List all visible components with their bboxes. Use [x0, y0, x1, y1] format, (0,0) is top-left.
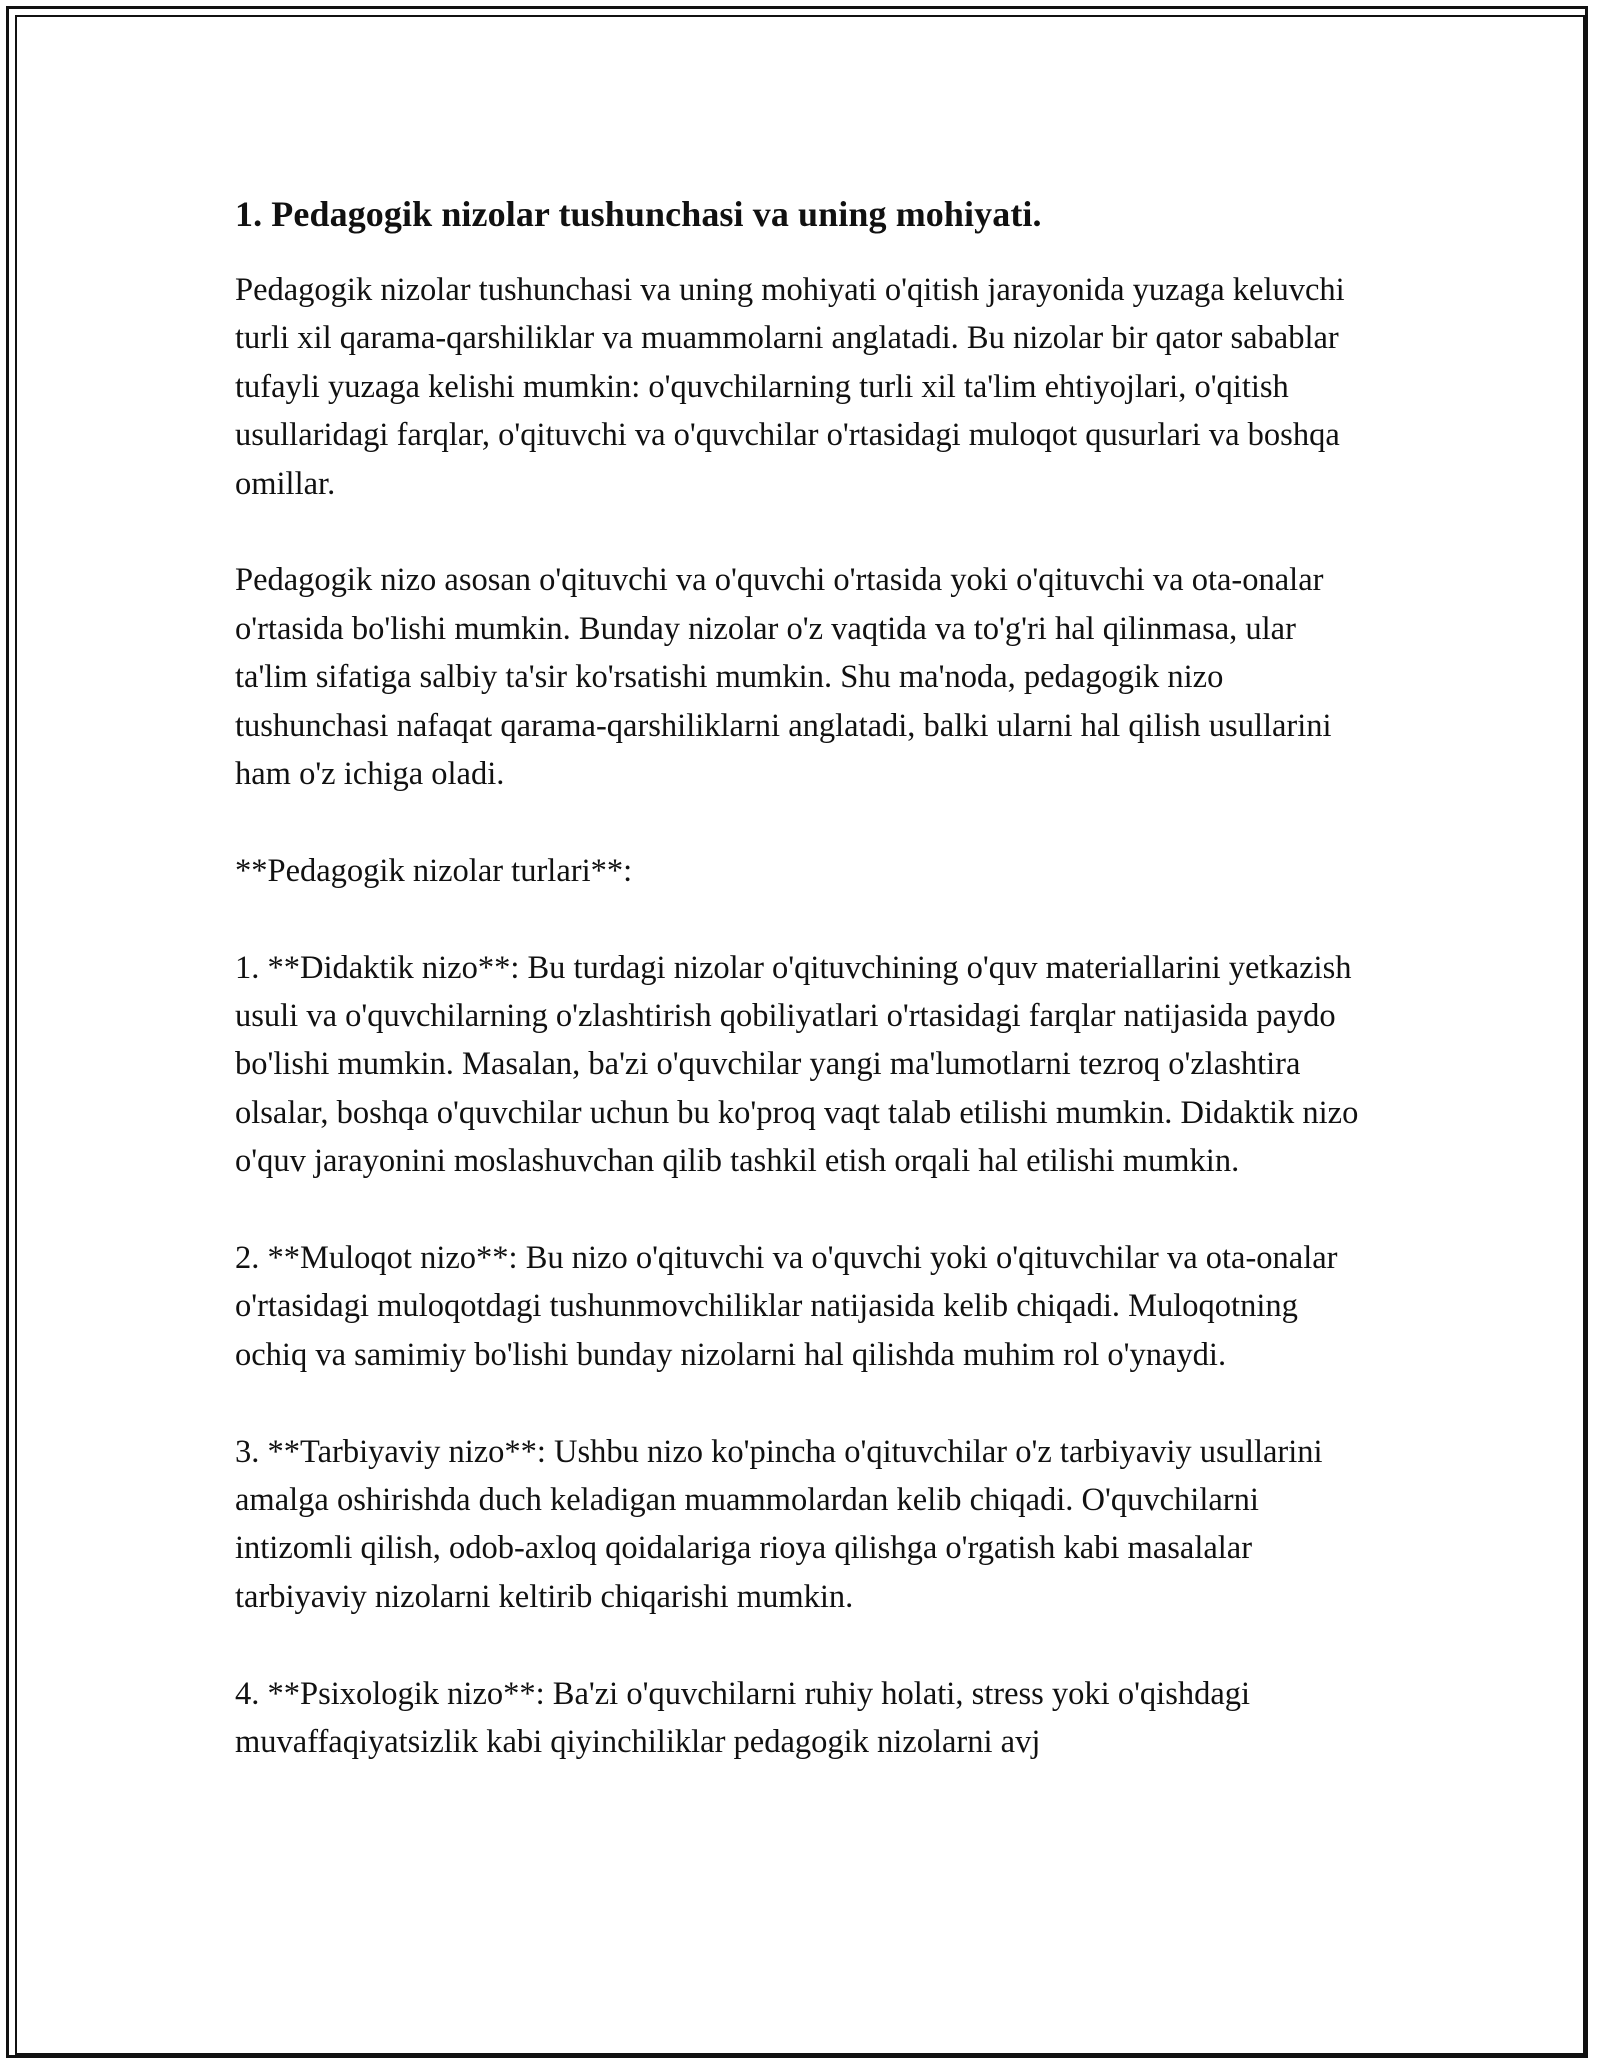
- list-item-educational: 3. **Tarbiyaviy nizo**: Ushbu nizo ko'pincha o'qituvchilar o'z tarbiyaviy usullarini amalga oshirishda duch keladigan muammolardan kelib chiqadi. O'quvchilarni intizomli qilish, odob-axloq qoidalariga rioya qilishga o'rgatish kabi masalalar tarbiyaviy nizolarni keltirib chiqarishi mumkin.: [235, 1433, 1323, 1615]
- list-item-psychological: 4. **Psixologik nizo**: Ba'zi o'quvchilarni ruhiy holati, stress yoki o'qishdagi muvaffaqiyatsizlik kabi qiyinchiliklar pedagogik nizolarni avj: [235, 1675, 1251, 1761]
- document-body: [235, 186, 1375, 1815]
- list-item-didactic: 1. **Didaktik nizo**: Bu turdagi nizolar o'qituvchining o'quv materiallarini yetkazish usuli va o'quvchilarning o'zlashtirish qobiliyatlari o'rtasidagi farqlar natijasida paydo bo'lishi mumkin. Masalan, ba'zi o'quvchilar yangi ma'lumotlarni tezroq o'zlashtira olsalar, boshqa o'quvchilar uchun bu ko'proq vaqt talab etilishi mumkin. Didaktik nizo o'quv jarayonini moslashuvchan qilib tashkil etish orqali hal etilishi mumkin.: [235, 949, 1359, 1180]
- paragraph-types-heading: **Pedagogik nizolar turlari**:: [235, 852, 633, 889]
- section-heading: 1. Pedagogik nizolar tushunchasi va uning mohiyati.: [235, 194, 1042, 234]
- list-item-communication: 2. **Muloqot nizo**: Bu nizo o'qituvchi va o'quvchi yoki o'qituvchilar va ota-onalar o'rtasidagi muloqotdagi tushunmovchiliklar natijasida kelib chiqadi. Muloqotning ochiq va samimiy bo'lishi bunday nizolarni hal qilishda muhim rol o'ynaydi.: [235, 1240, 1338, 1373]
- paragraph-conflict-parties: Pedagogik nizo asosan o'qituvchi va o'quvchi o'rtasida yoki o'qituvchi va ota-onalar o'rtasida bo'lishi mumkin. Bunday nizolar o'z vaqtida va to'g'ri hal qilinmasa, ular ta'lim sifatiga salbiy ta'sir ko'rsatishi mumkin. Shu ma'noda, pedagogik nizo tushunchasi nafaqat qarama-qarshiliklarni anglatadi, balki ularni hal qilish usullarini ham o'z ichiga oladi.: [235, 562, 1332, 793]
- paragraph-intro: Pedagogik nizolar tushunchasi va uning mohiyati o'qitish jarayonida yuzaga keluvchi turli xil qarama-qarshiliklar va muammolarni anglatadi. Bu nizolar bir qator sabablar tufayli yuzaga kelishi mumkin: o'quvchilarning turli xil ta'lim ehtiyojlari, o'qitish usullaridagi farqlar, o'qituvchi va o'quvchilar o'rtasidagi muloqot qusurlari va boshqa omillar.: [235, 272, 1345, 502]
